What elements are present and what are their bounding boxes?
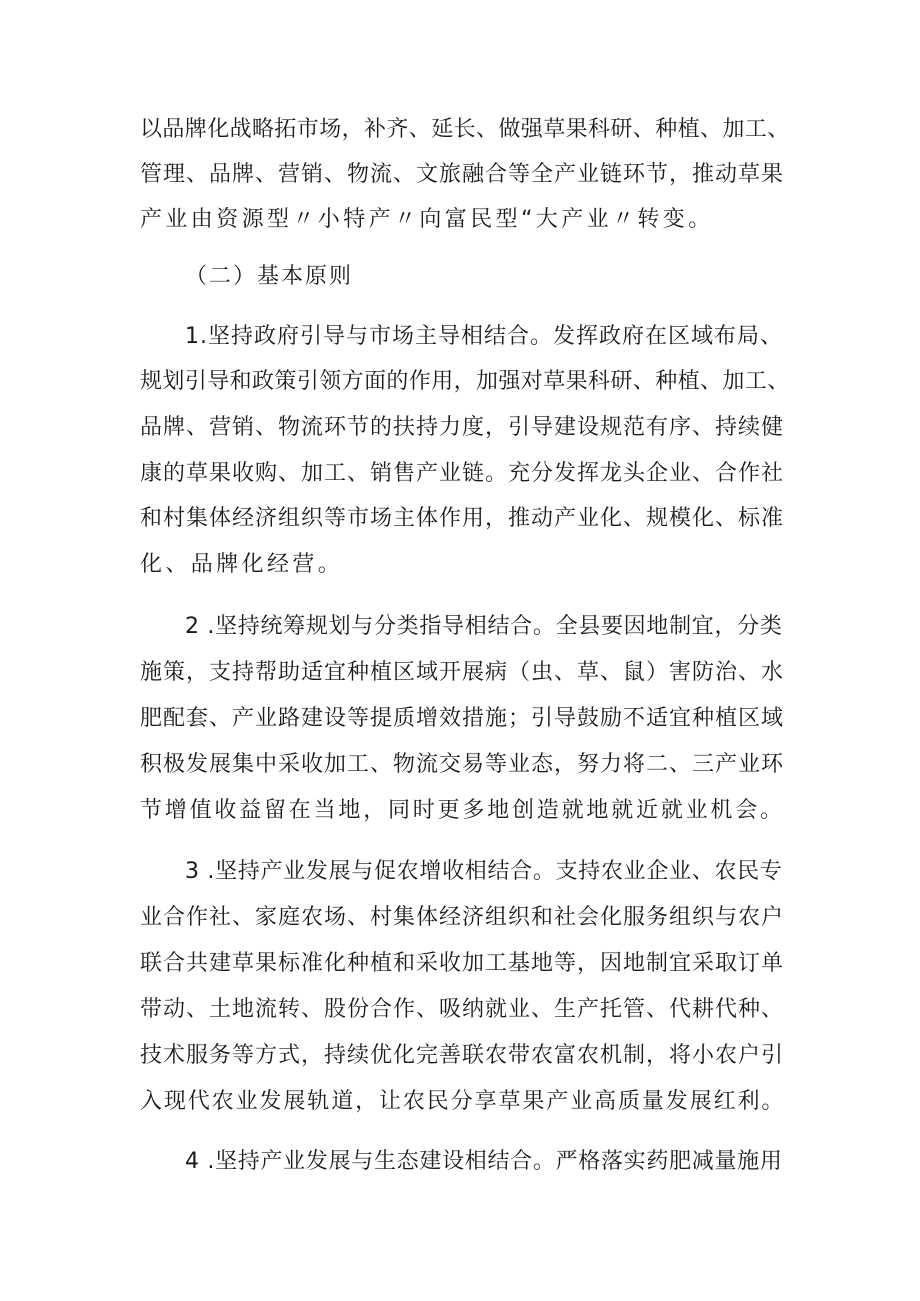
paragraph-line: 以品牌化战略拓市场，补齐、延长、做强草果科研、种植、加工、 [140, 117, 790, 142]
paragraph-line: 施策，支持帮助适宜种植区域开展病（虫、草、鼠）害防治、水 [140, 660, 785, 685]
paragraph-line: 技术服务等方式，持续优化完善联农带农富农机制，将小农户引 [140, 1043, 785, 1068]
paragraph-line: 产业由资源型〃小特产〃向富民型“大产业〃转变。 [140, 207, 714, 232]
paragraph-line: 业合作社、家庭农场、村集体经济组织和社会化服务组织与农户 [140, 905, 785, 930]
paragraph-line: 品牌、营销、物流环节的扶持力度，引导建设规范有序、持续健 [140, 415, 785, 440]
paragraph-line: 肥配套、产业路建设等提质增效措施；引导鼓励不适宜种植区域 [140, 706, 785, 731]
paragraph-line: 规划引导和政策引领方面的作用，加强对草果科研、种植、加工、 [140, 369, 790, 394]
paragraph-line: 节增值收益留在当地，同时更多地创造就地就近就业机会。 [140, 798, 785, 823]
paragraph-line: 联合共建草果标准化种植和采收加工基地等，因地制宜采取订单 [140, 951, 785, 976]
paragraph-line: 2 .坚持统筹规划与分类指导相结合。全县要因地制宜，分类 [185, 614, 783, 639]
paragraph-line: 3 .坚持产业发展与促农增收相结合。支持农业企业、农民专 [185, 859, 783, 884]
paragraph-line: 管理、品牌、营销、物流、文旅融合等全产业链环节，推动草果 [140, 162, 785, 187]
paragraph-line: 康的草果收购、加工、销售产业链。充分发挥龙头企业、合作社 [140, 461, 785, 486]
paragraph-line: 和村集体经济组织等市场主体作用，推动产业化、规模化、标准 [140, 506, 785, 531]
paragraph-line: 4 .坚持产业发展与生态建设相结合。严格落实药肥减量施用 [185, 1149, 783, 1174]
paragraph-line: 入现代农业发展轨道，让农民分享草果产业高质量发展红利。 [140, 1089, 786, 1114]
section-heading: （二）基本原则 [185, 264, 354, 289]
paragraph-line: 化、品牌化经营。 [140, 552, 344, 577]
paragraph-line: 1.坚持政府引导与市场主导相结合。发挥政府在区域布局、 [185, 324, 783, 349]
paragraph-line: 带动、土地流转、股份合作、吸纳就业、生产托管、代耕代种、 [140, 997, 785, 1022]
paragraph-line: 积极发展集中采收加工、物流交易等业态，努力将二、三产业环 [140, 752, 785, 777]
